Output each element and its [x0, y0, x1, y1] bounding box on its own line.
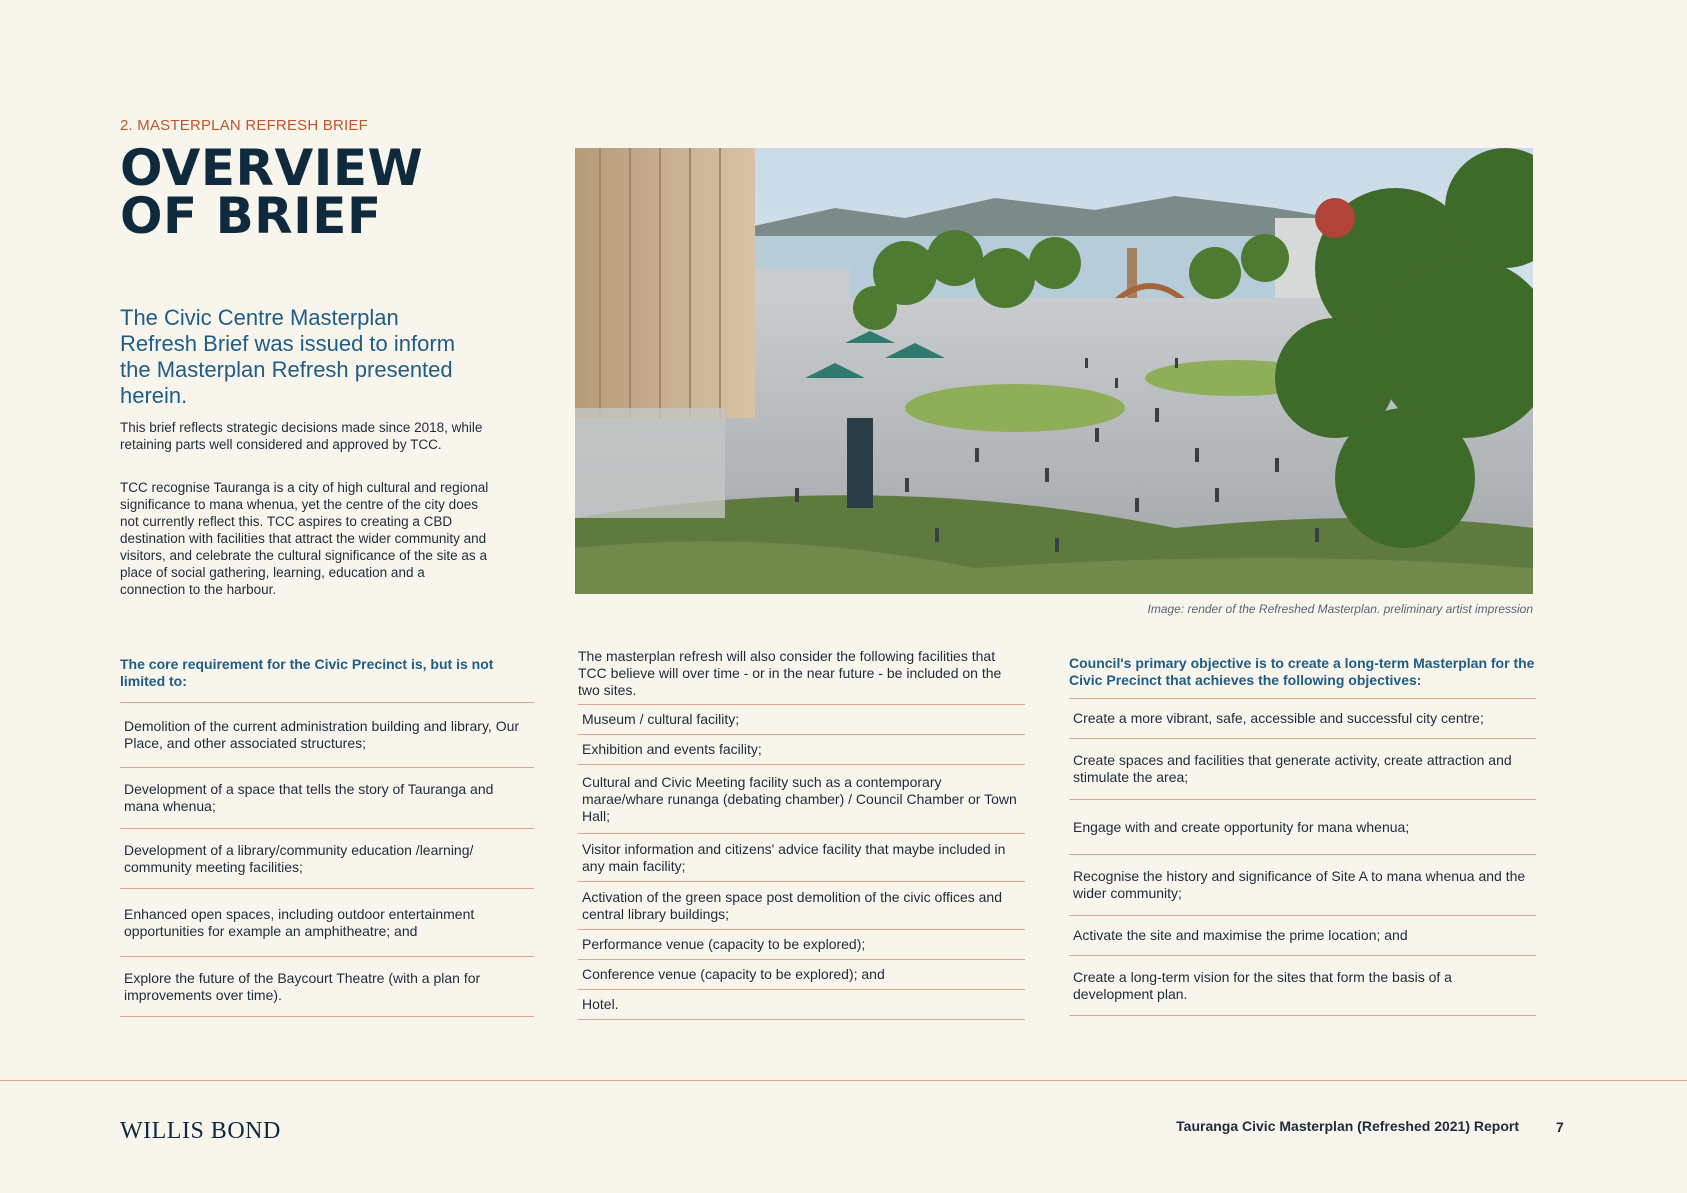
core-requirements-heading: The core requirement for the Civic Precinct is, but is not limited to: — [120, 656, 494, 689]
list-item: Visitor information and citizens' advice facility that maybe included in any main facility; — [578, 834, 1025, 882]
list-item: Museum / cultural facility; — [578, 705, 1025, 735]
report-title: Tauranga Civic Masterplan (Refreshed 2021) Report — [1176, 1118, 1519, 1134]
list-item: Create spaces and facilities that generate activity, create attraction and stimulate the area; — [1069, 739, 1536, 800]
list-item: Exhibition and events facility; — [578, 735, 1025, 765]
page-title — [120, 139, 424, 245]
image-caption: Image: render of the Refreshed Masterplan. preliminary artist impression — [1147, 602, 1533, 616]
willis-bond-logo: WILLIS BOND — [120, 1118, 281, 1144]
list-item: Performance venue (capacity to be explored); — [578, 930, 1025, 960]
facilities-list — [578, 704, 1025, 1020]
page-title-line-2: OF BRIEF — [120, 187, 382, 245]
list-item: Engage with and create opportunity for mana whenua; — [1069, 800, 1536, 855]
list-item: Create a more vibrant, safe, accessible and successful city centre; — [1069, 699, 1536, 739]
objectives-list — [1069, 698, 1536, 1016]
objectives-heading: Council's primary objective is to create a long-term Masterplan for the Civic Precinct that achieves the following objectives: — [1069, 655, 1535, 688]
list-item: Recognise the history and significance of Site A to mana whenua and the wider community; — [1069, 855, 1536, 916]
lead-paragraph: The Civic Centre Masterplan Refresh Brief was issued to inform the Masterplan Refresh presented herein. — [120, 305, 456, 408]
section-label: 2. MASTERPLAN REFRESH BRIEF — [120, 117, 368, 134]
page-number: 7 — [1556, 1119, 1564, 1135]
objectives-column — [1069, 655, 1536, 1016]
page-title-line-1: OVERVIEW — [120, 139, 424, 197]
list-item: Activation of the green space post demolition of the civic offices and central library buildings; — [578, 882, 1025, 930]
core-requirements-list — [120, 702, 534, 1017]
intro-paragraph-2: TCC recognise Tauranga is a city of high cultural and regional significance to mana whenua, yet the centre of the city does not currently reflect this. TCC aspires to creating a CBD destination with facilities that attract the wider community and visitors, and celebrate the cultural significance of the site as a place of social gathering, learning, education and a connection to the harbour. — [120, 480, 489, 597]
intro-paragraph-1: This brief reflects strategic decisions made since 2018, while retaining parts well considered and approved by TCC. — [120, 420, 483, 452]
masterplan-render-image — [575, 148, 1533, 594]
facilities-heading: The masterplan refresh will also consider the following facilities that TCC believe will over time - or in the near future - be included on the two sites. — [578, 648, 1002, 698]
list-item: Conference venue (capacity to be explored); and — [578, 960, 1025, 990]
footer-divider — [0, 1080, 1687, 1081]
list-item: Development of a library/community education /learning/ community meeting facilities; — [120, 829, 534, 889]
list-item: Hotel. — [578, 990, 1025, 1020]
list-item: Development of a space that tells the story of Tauranga and mana whenua; — [120, 768, 534, 829]
facilities-column — [578, 648, 1025, 1020]
list-item: Explore the future of the Baycourt Theatre (with a plan for improvements over time). — [120, 957, 534, 1017]
list-item: Activate the site and maximise the prime location; and — [1069, 916, 1536, 956]
list-item: Enhanced open spaces, including outdoor entertainment opportunities for example an amphitheatre; and — [120, 889, 534, 957]
list-item: Cultural and Civic Meeting facility such as a contemporary marae/whare runanga (debating chamber) / Council Chamber or Town Hall; — [578, 765, 1025, 834]
list-item: Demolition of the current administration building and library, Our Place, and other associated structures; — [120, 703, 534, 768]
list-item: Create a long-term vision for the sites that form the basis of a development plan. — [1069, 956, 1536, 1016]
core-requirements-column — [120, 656, 534, 1017]
